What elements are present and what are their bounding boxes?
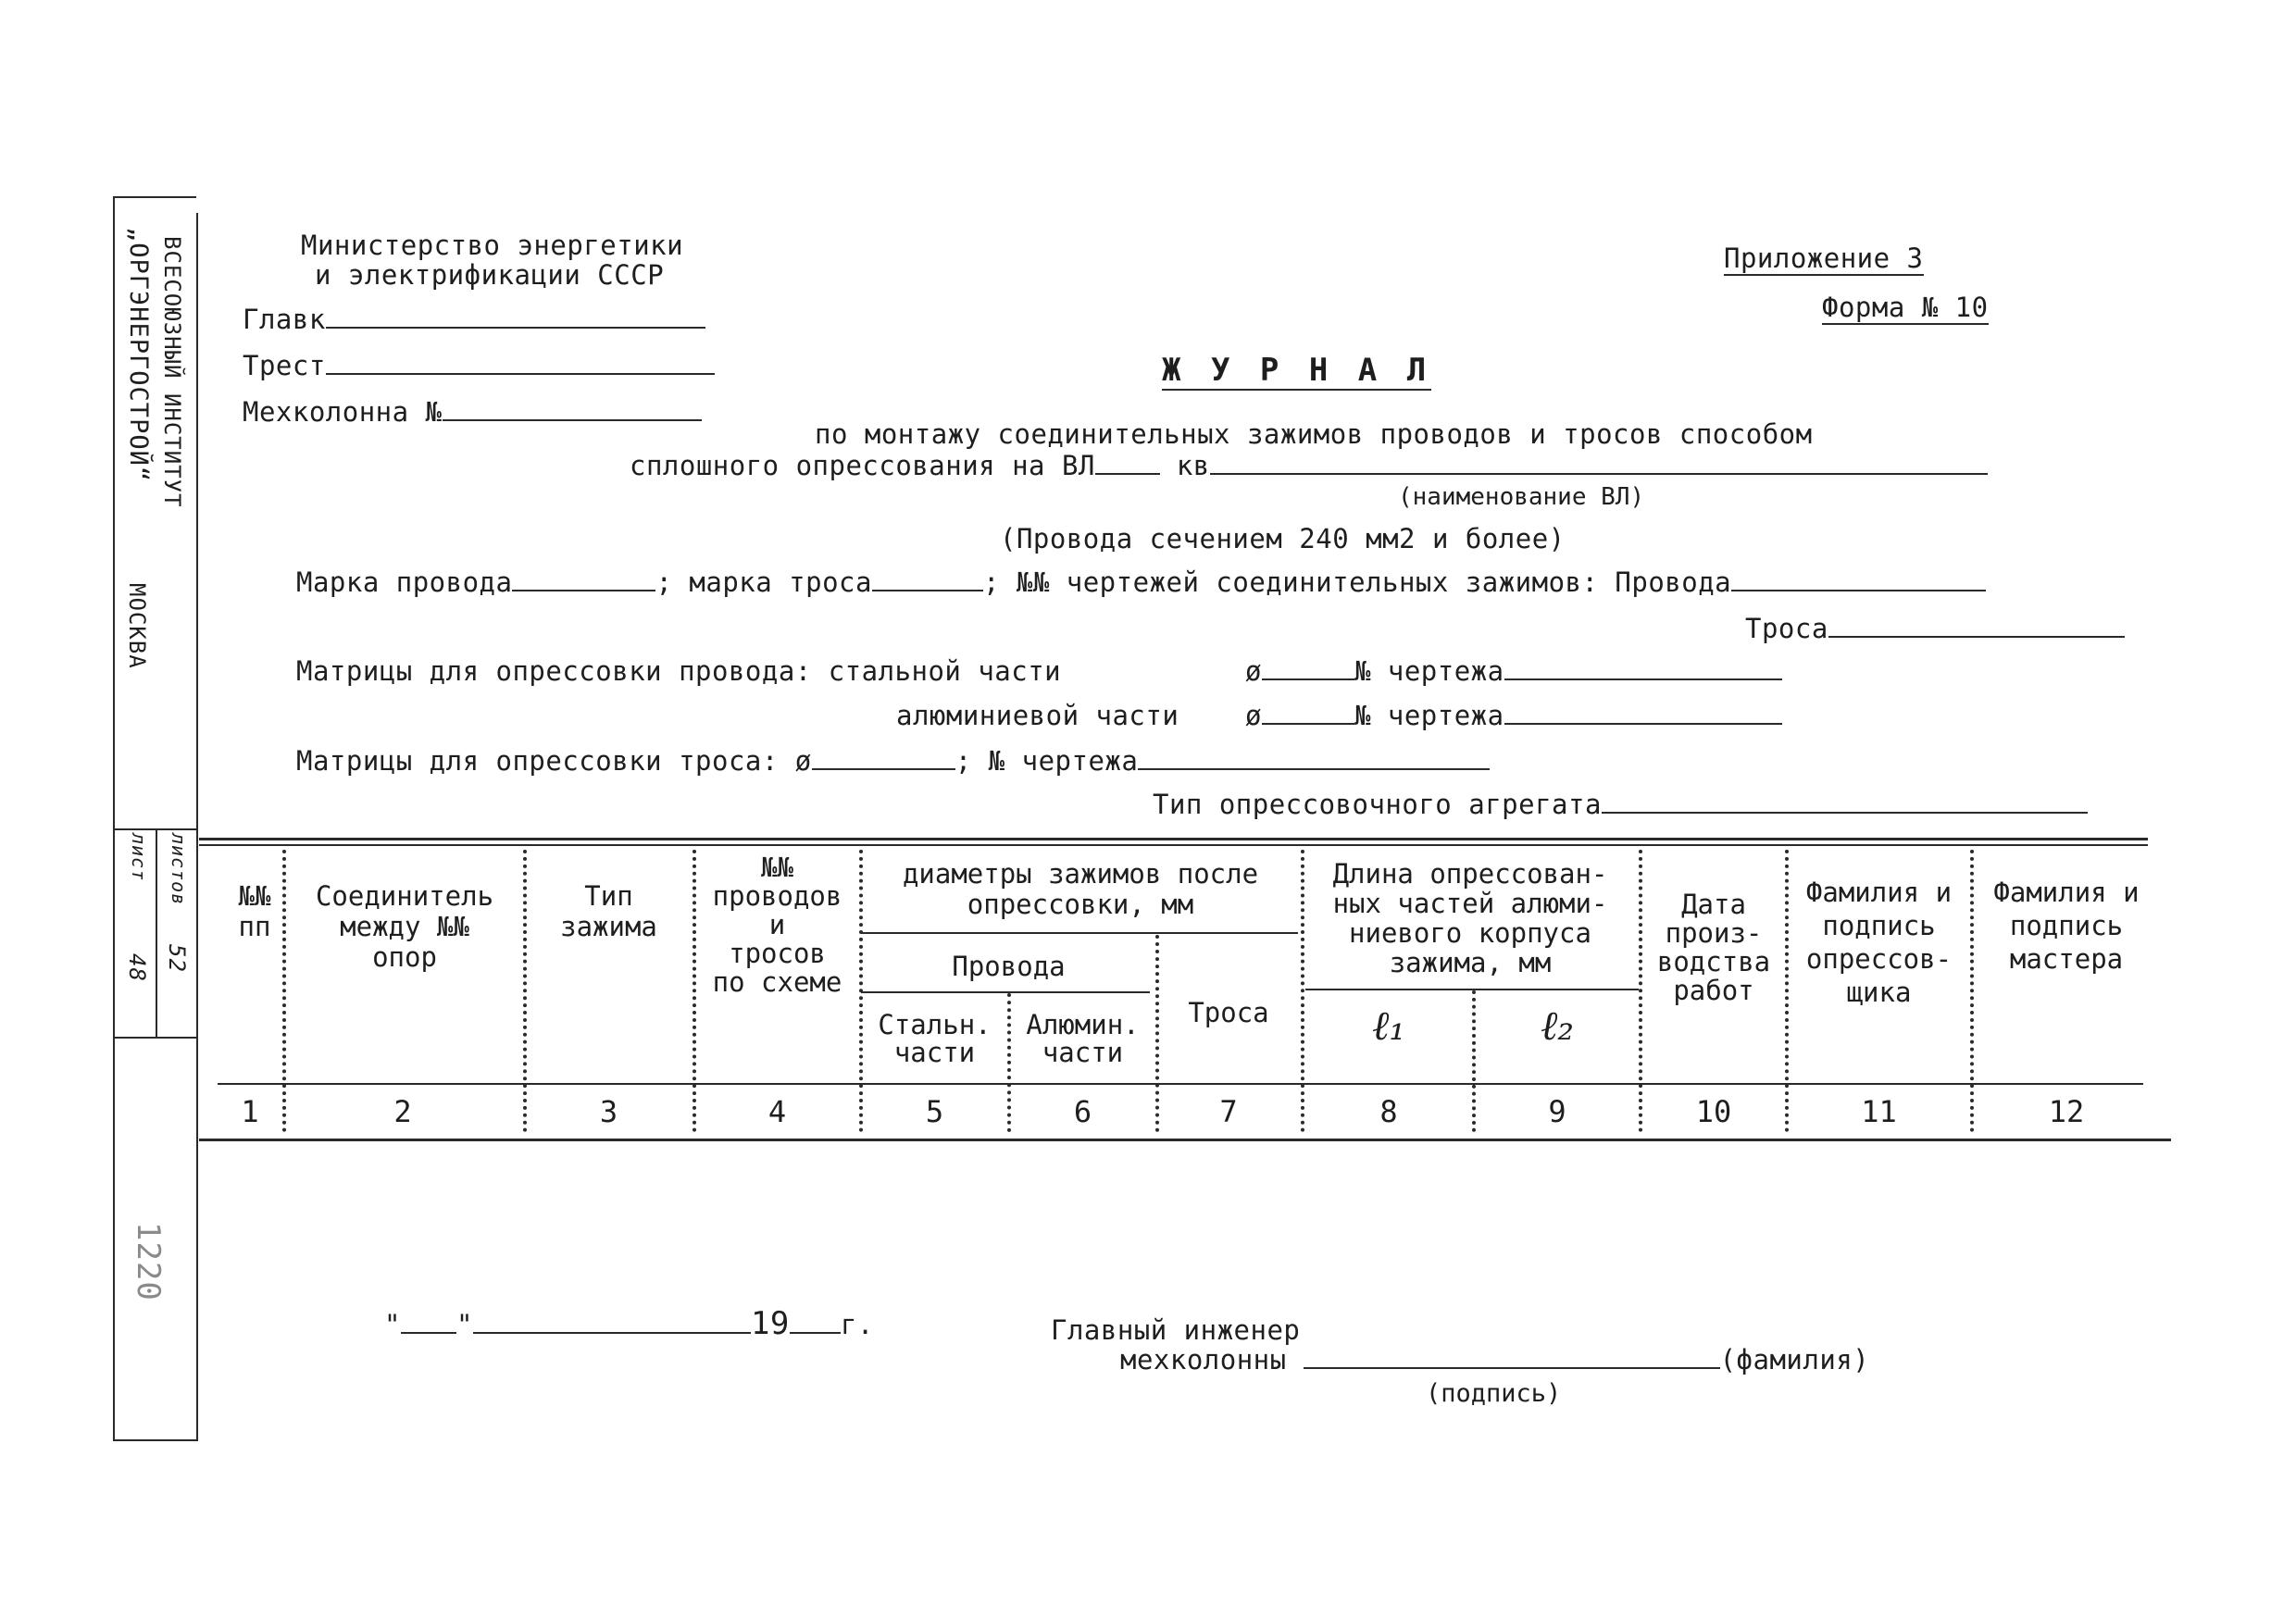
col-number: 10 <box>1695 1094 1732 1129</box>
journal-subtitle-line1: по монтажу соединительных зажимов проводов и тросов способом <box>815 418 1813 450</box>
col-number: 8 <box>1379 1094 1398 1129</box>
mechkolonna-field <box>243 396 702 428</box>
col-number: 7 <box>1219 1094 1238 1129</box>
chief-engineer-line2 <box>1120 1344 1869 1375</box>
signature-caption: (подпись) <box>1426 1379 1562 1408</box>
day-blank[interactable] <box>401 1331 456 1334</box>
col-group-diameters: диаметры зажимов после опрессовки, мм <box>902 858 1259 920</box>
col-number: 5 <box>925 1094 944 1129</box>
quote-close: " <box>455 1309 473 1340</box>
drawings-label: ; №№ чертежей соединительных зажимов: Провода <box>982 566 1732 598</box>
sheet-value: 48 <box>124 953 150 982</box>
col-header-l2: ℓ₂ <box>1541 1002 1574 1050</box>
voltage-blank[interactable] <box>1095 472 1160 475</box>
rope-dies-drawing-blank[interactable] <box>1138 767 1490 770</box>
surname-caption: (фамилия) <box>1719 1344 1870 1375</box>
trest-blank[interactable] <box>326 372 715 375</box>
trest-field <box>243 350 715 381</box>
wire-brand-blank[interactable] <box>512 589 655 591</box>
col-header-l1: ℓ₁ <box>1372 1002 1405 1050</box>
rope-label: Троса <box>1745 613 1828 644</box>
ministry-line1: Министерство энергетики <box>301 230 684 261</box>
institute-line2: „ОРГЭНЕРГОСТРОЙ“ <box>124 227 153 483</box>
vl-name-caption: (наименование ВЛ) <box>1398 483 1645 511</box>
rope-diameter-blank[interactable] <box>812 767 955 770</box>
aggregate-label: Тип опрессовочного агрегата <box>1153 789 1602 820</box>
year-blank[interactable] <box>790 1331 841 1334</box>
aluminum-drawing-label: № чертежа <box>1354 700 1504 731</box>
kv-label: кв <box>1176 450 1210 481</box>
rope-drawing-row <box>1745 613 2125 644</box>
wire-dies-label: Матрицы для опрессовки провода: стальной части <box>296 655 1062 687</box>
col-header-aluminum-part: Алюмин. части <box>1026 1009 1140 1068</box>
stamp-number: 1220 <box>130 1222 167 1301</box>
form-label: Форма № 10 <box>1822 292 1989 323</box>
trest-label: Трест <box>243 350 326 381</box>
vl-name-blank[interactable] <box>1210 472 1988 475</box>
journal-title: Ж У Р Н А Л <box>1162 352 1432 389</box>
mechkolonna-caption: мехколонны <box>1120 1344 1287 1375</box>
brands-row <box>296 566 1986 598</box>
steel-diameter-symbol: ø <box>1245 655 1262 687</box>
subtitle-vl-label: сплошного опрессования на ВЛ <box>630 450 1095 481</box>
rope-diameter-symbol: ø <box>794 745 812 777</box>
col-header-wires-ropes: №№ проводов и тросов по схеме <box>712 852 842 998</box>
ministry-line2: и электрификации СССР <box>315 259 665 291</box>
glavk-blank[interactable] <box>326 326 705 329</box>
col-number: 1 <box>241 1094 259 1129</box>
glavk-field <box>243 304 705 335</box>
rope-brand-label: ; марка троса <box>655 566 872 598</box>
wire-brand-label: Марка провода <box>296 566 513 598</box>
rope-brand-blank[interactable] <box>872 589 983 591</box>
steel-diameter-blank[interactable] <box>1262 678 1354 680</box>
chief-engineer-line1: Главный инженер <box>1051 1314 1301 1346</box>
col-header-foreman: Фамилия и подпись мастера <box>1993 877 2140 975</box>
signature-blank[interactable] <box>1304 1366 1720 1369</box>
wire-dies-steel-row <box>296 655 1061 687</box>
wire-drawing-blank[interactable] <box>1731 589 1986 591</box>
rope-dies-label: Матрицы для опрессовки троса: <box>296 745 779 777</box>
col-header-number: №№ пп <box>238 880 271 942</box>
col-number: 6 <box>1073 1094 1092 1129</box>
col-header-work-date: Дата произ- водства работ <box>1656 889 1771 1006</box>
col-group-wire: Провода <box>952 951 1066 982</box>
col-header-rope: Троса <box>1188 997 1269 1028</box>
col-number: 11 <box>1861 1094 1897 1129</box>
year-suffix: г. <box>840 1309 874 1340</box>
mechkolonna-label: Мехколонна № <box>243 396 443 428</box>
col-number: 3 <box>599 1094 618 1129</box>
col-header-clamp-type: Тип зажима <box>560 880 657 942</box>
aluminum-part-label: алюминиевой части <box>896 700 1179 731</box>
rope-drawing-blank[interactable] <box>1828 635 2125 638</box>
rope-dies-drawing-label: ; № чертежа <box>955 745 1139 777</box>
aggregate-row <box>1153 789 2088 820</box>
col-header-steel-part: Стальн. части <box>878 1009 992 1068</box>
steel-drawing-blank[interactable] <box>1504 678 1782 680</box>
month-blank[interactable] <box>473 1331 751 1334</box>
aluminum-diameter-symbol: ø <box>1245 700 1262 731</box>
section-note: (Провода сечением 240 мм2 и более) <box>1000 523 1566 554</box>
city-label: МОСКВА <box>124 583 150 669</box>
institute-line1: ВСЕСОЮЗНЫЙ ИНСТИТУТ <box>159 236 185 508</box>
aggregate-blank[interactable] <box>1602 811 2088 814</box>
col-number: 12 <box>2048 1094 2085 1129</box>
sheets-value: 52 <box>164 944 190 973</box>
date-field <box>384 1305 874 1342</box>
col-header-presser: Фамилия и подпись опрессов- щика <box>1805 877 1953 1008</box>
glavk-label: Главк <box>243 304 326 335</box>
journal-subtitle-line2 <box>630 450 1988 481</box>
aluminum-dies-spec <box>1245 700 1782 731</box>
aluminum-drawing-blank[interactable] <box>1504 722 1782 725</box>
year-prefix: 19 <box>750 1305 790 1342</box>
rope-dies-row <box>296 745 1490 777</box>
col-group-lengths: Длина опрессован- ных частей алюми- ниевого корпуса зажима, мм <box>1332 858 1608 978</box>
col-number: 4 <box>767 1094 787 1129</box>
steel-dies-spec <box>1245 655 1782 687</box>
mechkolonna-blank[interactable] <box>443 418 702 421</box>
appendix-label: Приложение 3 <box>1724 243 1924 274</box>
quote-open: " <box>384 1309 401 1340</box>
col-number: 2 <box>393 1094 412 1129</box>
aluminum-diameter-blank[interactable] <box>1262 722 1354 725</box>
col-header-connector: Соединитель между №№ опор <box>315 880 494 973</box>
col-number: 9 <box>1548 1094 1566 1129</box>
sheets-label: листов <box>168 833 190 906</box>
sheet-label: лист <box>128 833 150 882</box>
steel-drawing-label: № чертежа <box>1354 655 1504 687</box>
